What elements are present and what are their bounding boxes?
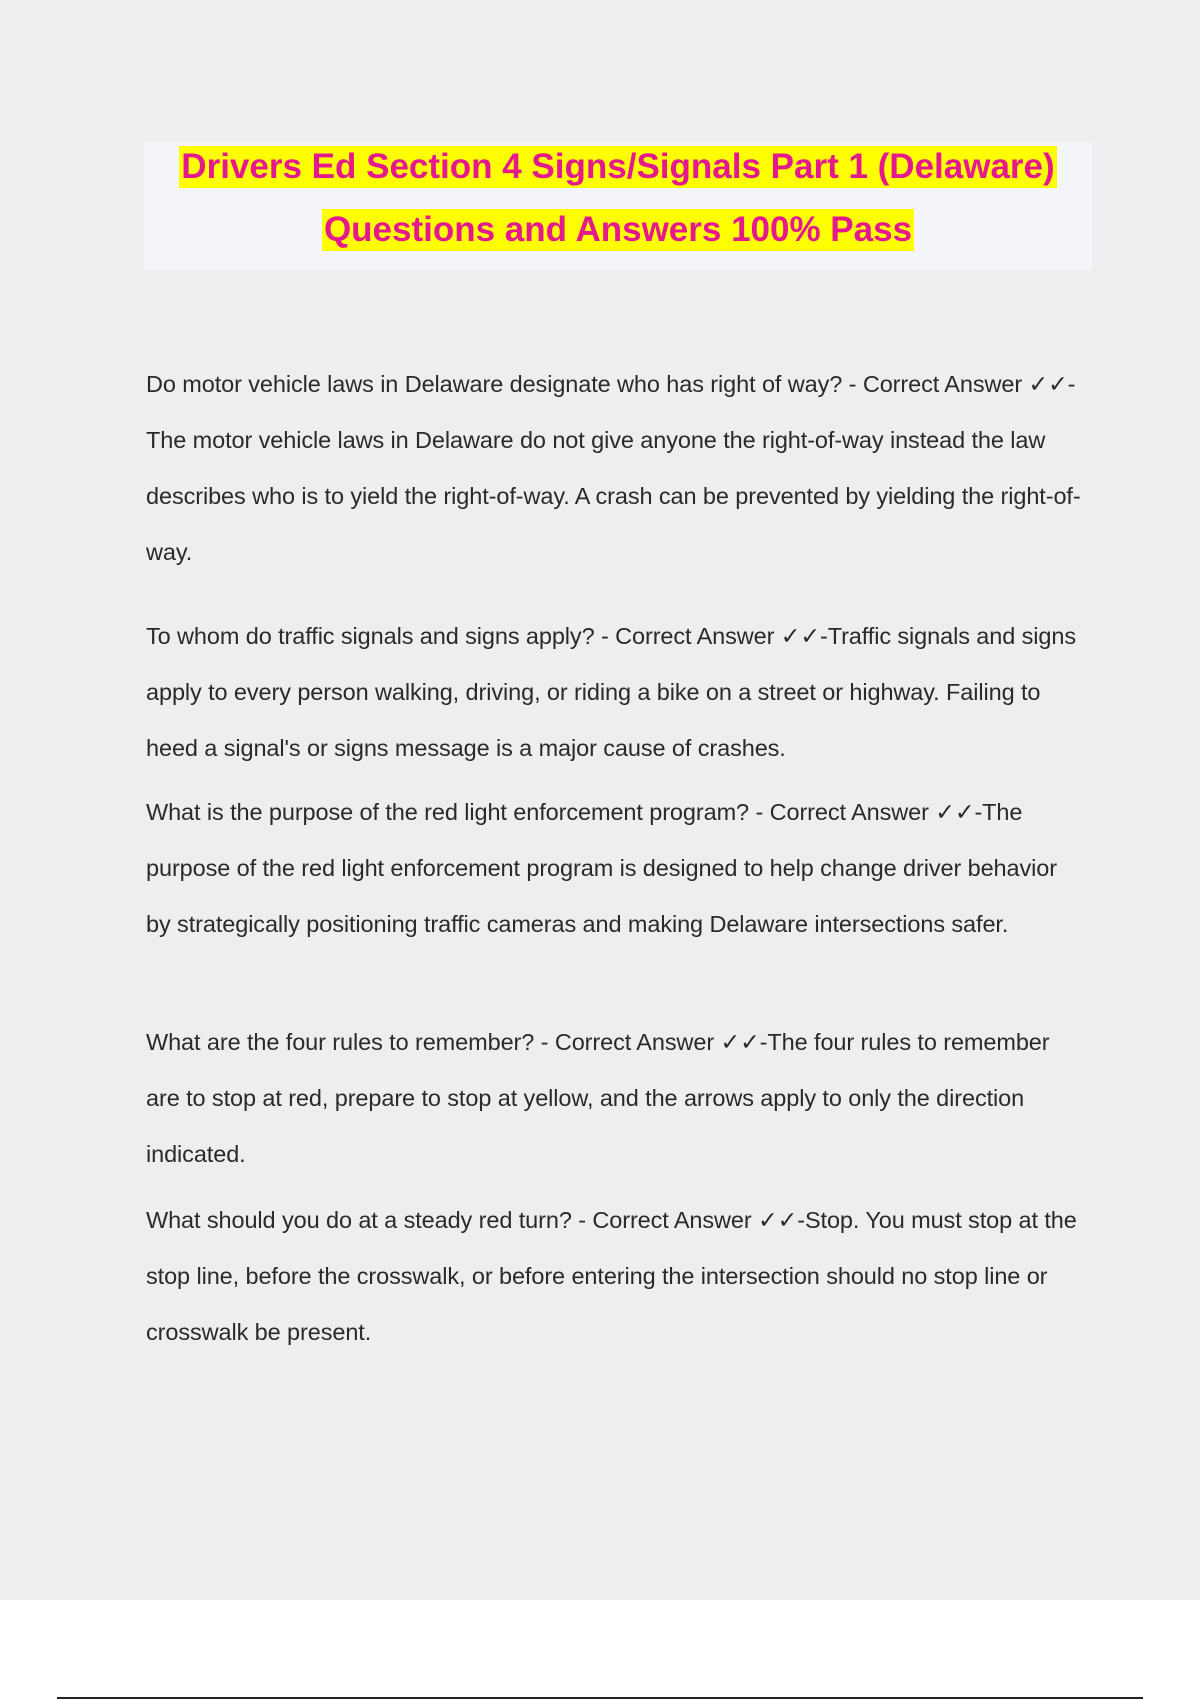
qa-paragraph: Do motor vehicle laws in Delaware designate who has right of way? - Correct Answer ✓✓-The motor vehicle laws in Delaware do not give anyone the right-of-way instead the law describes who is to yield the right-of-way. A crash can be prevented by yielding the right-of-way.	[146, 371, 1081, 565]
title-line-1: Drivers Ed Section 4 Signs/Signals Part 1 (Delaware)	[181, 147, 1055, 186]
qa-paragraph: What should you do at a steady red turn? - Correct Answer ✓✓-Stop. You must stop at the stop line, before the crosswalk, or before entering the intersection should no stop line or crosswalk be present.	[146, 1207, 1077, 1345]
qa-paragraph: What is the purpose of the red light enforcement program? - Correct Answer ✓✓-The purpose of the red light enforcement program is designed to help change driver behavior by strategically positioning traffic cameras and making Delaware intersections safer.	[146, 799, 1057, 937]
document-title	[144, 142, 1092, 270]
qa-paragraph: What are the four rules to remember? - Correct Answer ✓✓-The four rules to remember are to stop at red, prepare to stop at yellow, and the arrows apply to only the direction indicated.	[146, 1029, 1050, 1167]
qa-paragraph: To whom do traffic signals and signs apply? - Correct Answer ✓✓-Traffic signals and signs apply to every person walking, driving, or riding a bike on a street or highway. Failing to heed a signal's or signs message is a major cause of crashes.	[146, 623, 1076, 761]
footer-divider	[57, 1697, 1143, 1699]
title-line-2: Questions and Answers 100% Pass	[323, 210, 913, 249]
